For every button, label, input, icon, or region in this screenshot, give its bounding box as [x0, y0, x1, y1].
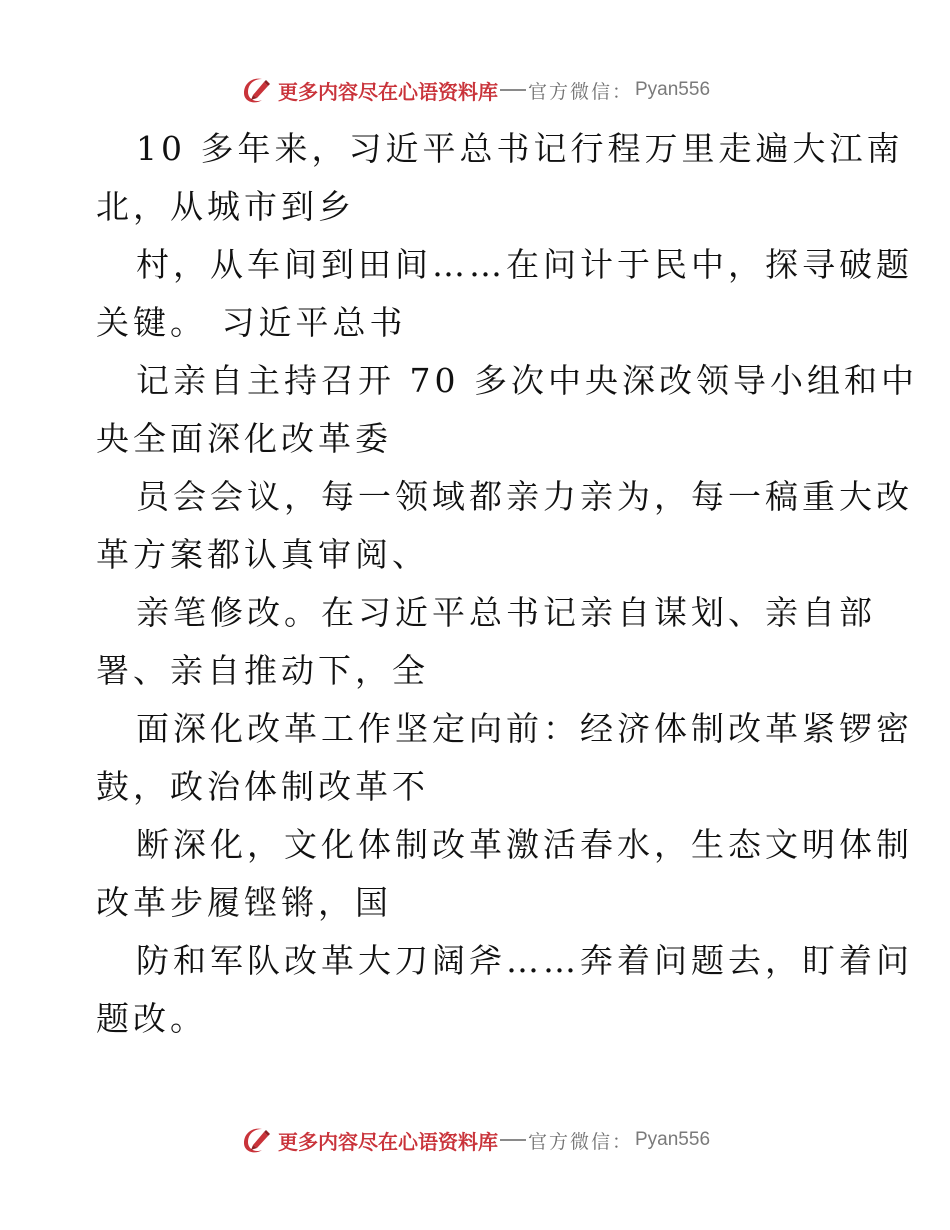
footer-banner	[0, 1120, 950, 1160]
text-line: 防和军队改革大刀阔斧……奔着问题去，盯着问	[136, 941, 913, 980]
text-line: 关键。 习近平总书	[96, 303, 407, 342]
banner-main-text: 更多内容尽在心语资料库	[277, 79, 498, 104]
text-line: 北，从城市到乡	[96, 187, 355, 226]
pen-nib-swirl-icon	[240, 1123, 274, 1157]
text-line: 记亲自主持召开 70 多次中央深改领导小组和中	[136, 361, 918, 400]
text-line: 题改。	[96, 999, 207, 1038]
text-line: 亲笔修改。在习近平总书记亲自谋划、亲自部	[136, 593, 876, 632]
text-line: 村，从车间到田间……在问计于民中，探寻破题	[136, 245, 913, 284]
banner-main-text: 更多内容尽在心语资料库	[277, 1129, 498, 1154]
banner-wechat-label: 官方微信：	[527, 80, 633, 103]
banner-dash	[500, 1139, 526, 1141]
text-line: 面深化改革工作坚定向前：经济体制改革紧锣密	[136, 709, 913, 748]
text-line: 鼓，政治体制改革不	[96, 767, 429, 806]
header-banner	[0, 70, 950, 110]
banner-wechat-label: 官方微信：	[527, 1130, 633, 1153]
banner-wechat-account: Pyan556	[635, 79, 711, 100]
text-line: 央全面深化改革委	[96, 419, 392, 458]
text-line: 署、亲自推动下，全	[96, 651, 429, 690]
text-line: 革方案都认真审阅、	[96, 535, 429, 574]
banner-wechat-account: Pyan556	[635, 1129, 711, 1150]
text-line: 员会会议，每一领域都亲力亲为，每一稿重大改	[136, 477, 913, 516]
banner-dash	[500, 89, 526, 91]
text-line: 断深化，文化体制改革激活春水，生态文明体制	[136, 825, 913, 864]
document-body	[96, 120, 918, 1048]
pen-nib-swirl-icon	[240, 73, 274, 107]
text-line: 改革步履铿锵，国	[96, 883, 392, 922]
text-line: 10 多年来，习近平总书记行程万里走遍大江南	[136, 129, 904, 168]
